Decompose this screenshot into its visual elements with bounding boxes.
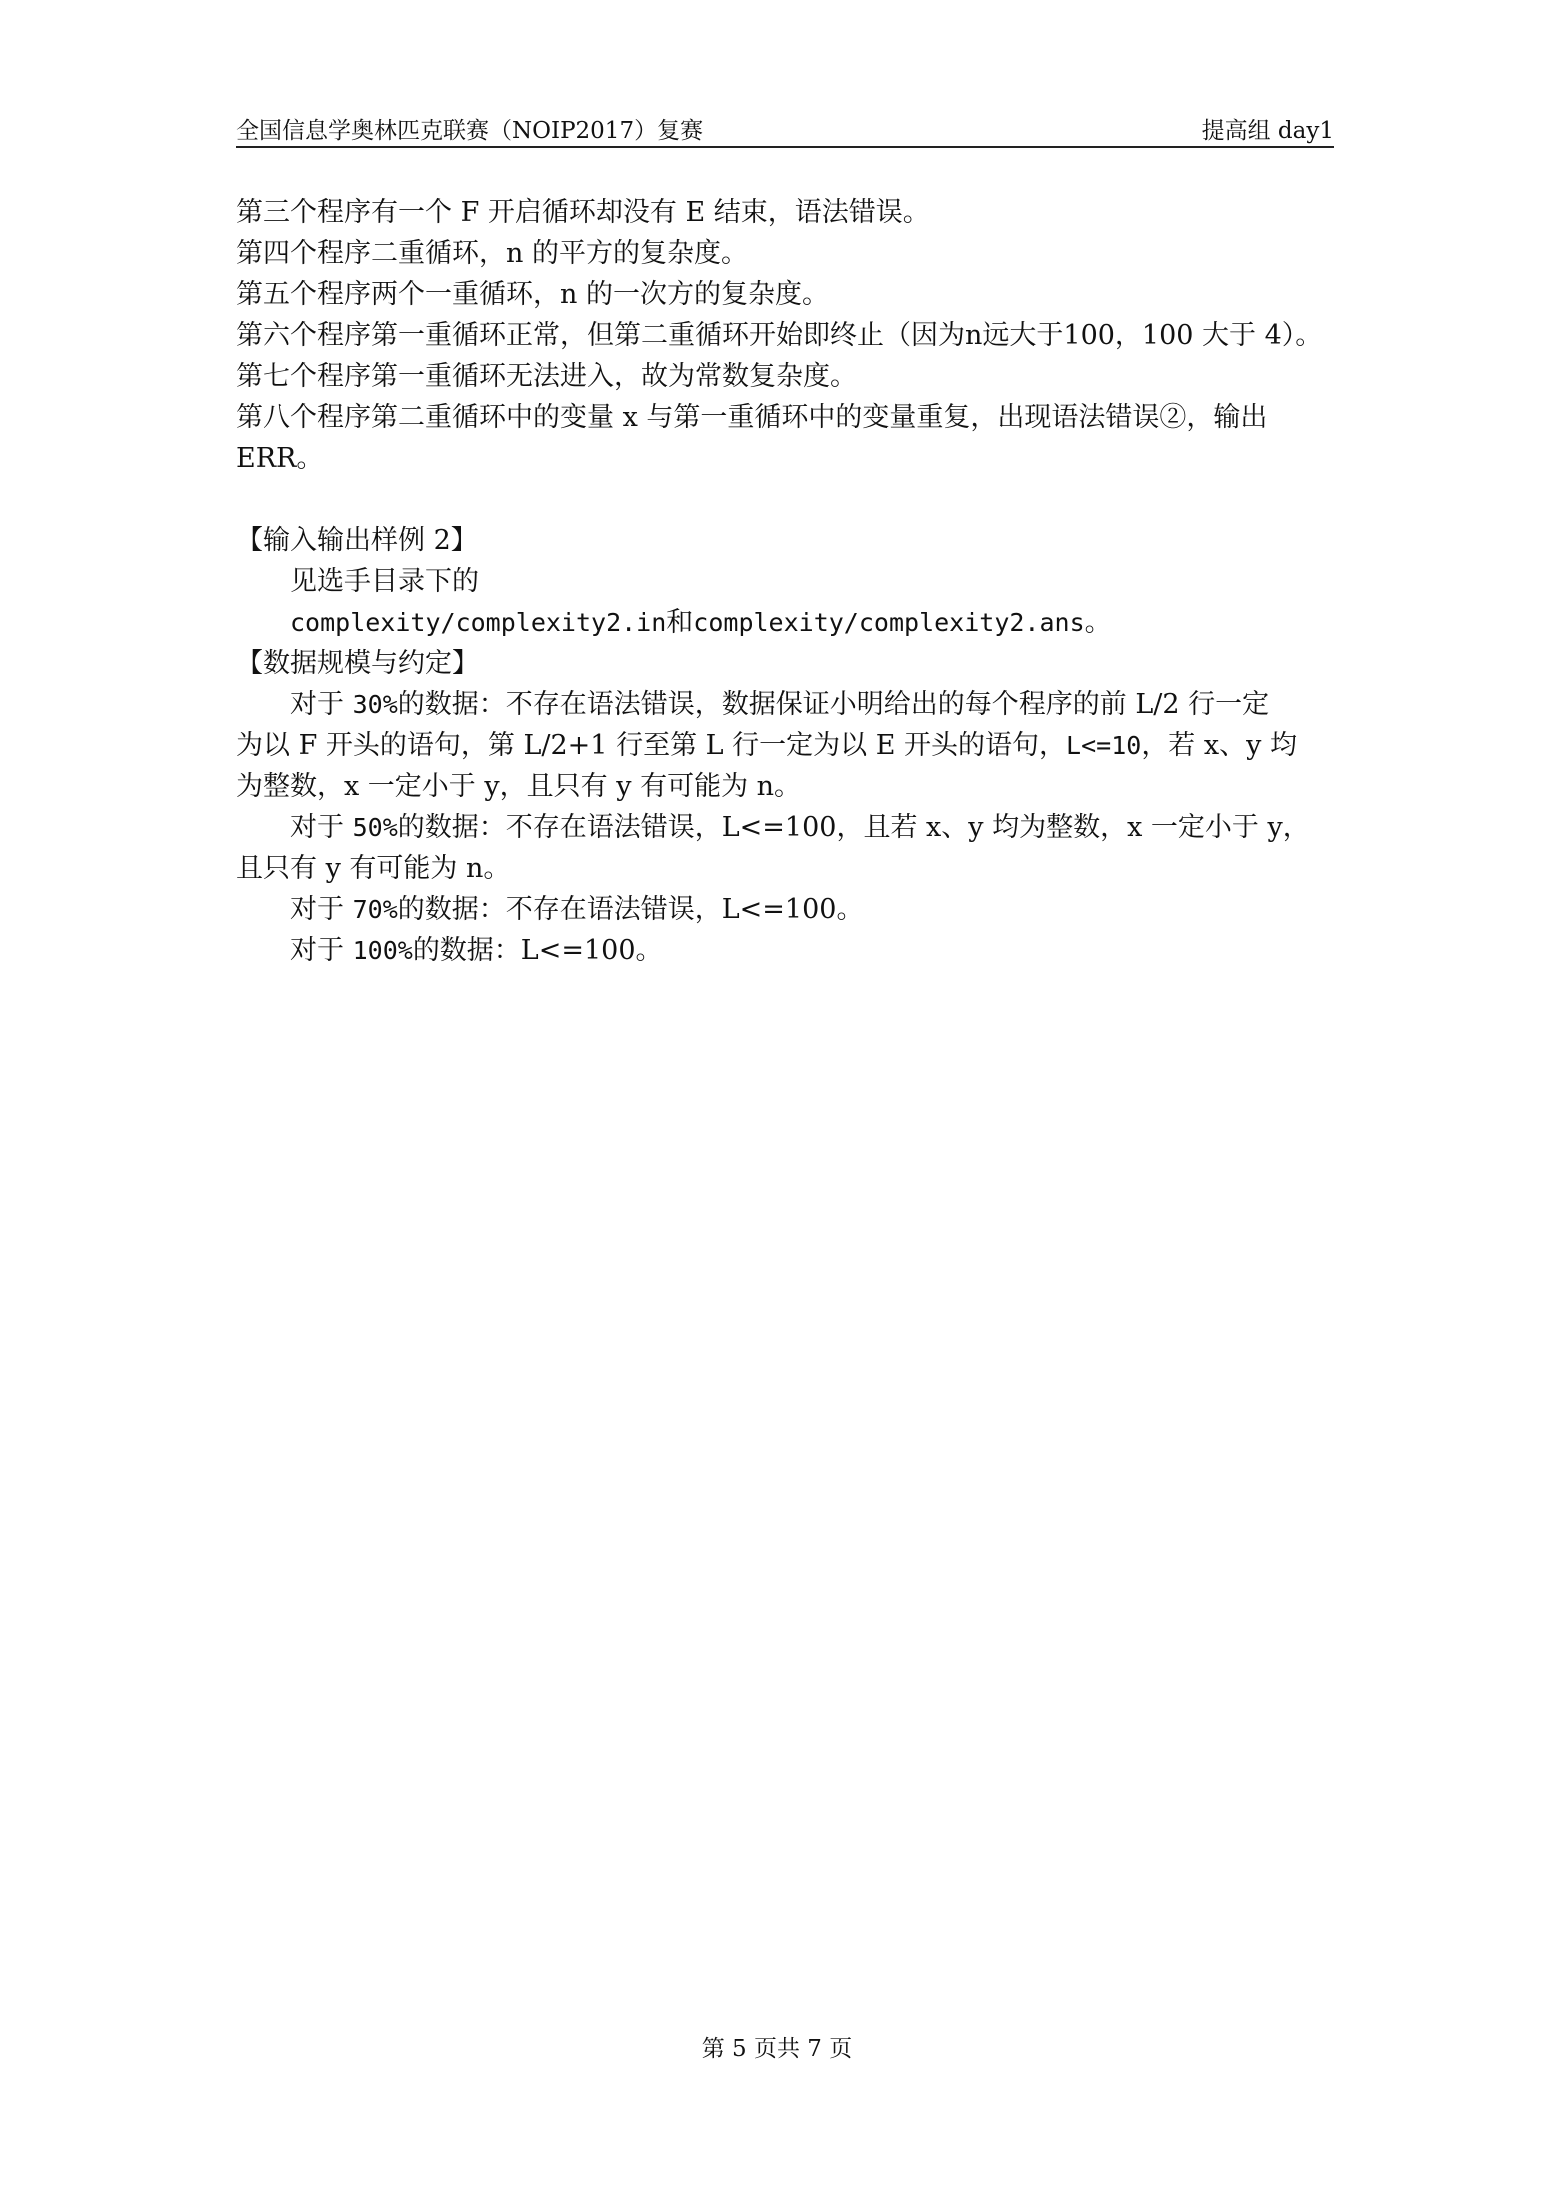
header-group: 提高组 day1 <box>1201 118 1334 144</box>
constraint-50-line2: 且只有 y 有可能为 n。 <box>236 853 511 884</box>
sample2-end: 。 <box>1084 607 1112 638</box>
constraint-prefix: 对于 <box>290 894 353 925</box>
constraint-50-pct: 50% <box>352 813 398 842</box>
explanation-line: ERR。 <box>236 443 324 474</box>
explanation-line: 第五个程序两个一重循环，n 的一次方的复杂度。 <box>236 279 829 310</box>
explanation-line: 第四个程序二重循环，n 的平方的复杂度。 <box>236 238 748 269</box>
constraint-70-pct: 70% <box>352 895 398 924</box>
constraint-30-pct: 30% <box>352 690 398 719</box>
constraint-30-text: 的数据：不存在语法错误，数据保证小明给出的每个程序的前 L/2 行一定 <box>397 689 1270 720</box>
constraint-100-pct: 100% <box>352 936 413 965</box>
constraint-30-line1 <box>236 684 1334 725</box>
constraint-prefix: 对于 <box>290 935 353 966</box>
page-content <box>236 192 1334 971</box>
explanation-line: 第六个程序第一重循环正常，但第二重循环开始即终止（因为n远大于100，100 大于 4）。 <box>236 320 1323 351</box>
explanation-line: 第七个程序第一重循环无法进入，故为常数复杂度。 <box>236 361 857 392</box>
explanation-line: 第三个程序有一个 F 开启循环却没有 E 结束，语法错误。 <box>236 197 930 228</box>
page-header <box>236 112 1334 148</box>
constraint-prefix: 对于 <box>290 689 353 720</box>
sample2-heading: 【输入输出样例 2】 <box>236 525 478 556</box>
constraint-30-line3: 为整数，x 一定小于 y，且只有 y 有可能为 n。 <box>236 771 802 802</box>
constraint-70-text: 的数据：不存在语法错误，L<=100。 <box>397 894 864 925</box>
constraint-30-line2 <box>236 725 1334 766</box>
constraint-30-code: L<=10 <box>1066 731 1142 760</box>
constraint-30-text2b: ，若 x、y 均 <box>1141 730 1297 761</box>
explanation-line: 第八个程序第二重循环中的变量 x 与第一重循环中的变量重复，出现语法错误②，输出 <box>236 402 1268 433</box>
sample2-files <box>236 602 1334 643</box>
page-footer: 第 5 页共 7 页 <box>701 2036 853 2062</box>
constraint-100-line1 <box>236 930 1334 971</box>
constraint-prefix: 对于 <box>290 812 353 843</box>
sample2-file-in: complexity/complexity2.in <box>290 608 667 637</box>
constraint-100-text: 的数据：L<=100。 <box>412 935 663 966</box>
sample2-file-ans: complexity/complexity2.ans <box>693 608 1085 637</box>
constraint-50-line1 <box>236 807 1334 848</box>
sample2-conj: 和 <box>666 607 694 638</box>
sample2-line1: 见选手目录下的 <box>290 566 479 597</box>
header-title: 全国信息学奥林匹克联赛（NOIP2017）复赛 <box>236 118 704 144</box>
spacer <box>236 479 1334 520</box>
constraints-heading: 【数据规模与约定】 <box>236 648 479 679</box>
constraint-30-text2a: 为以 F 开头的语句，第 L/2+1 行至第 L 行一定为以 E 开头的语句， <box>236 730 1067 761</box>
constraint-70-line1 <box>236 889 1334 930</box>
constraint-50-text: 的数据：不存在语法错误，L<=100，且若 x、y 均为整数，x 一定小于 y， <box>397 812 1310 843</box>
